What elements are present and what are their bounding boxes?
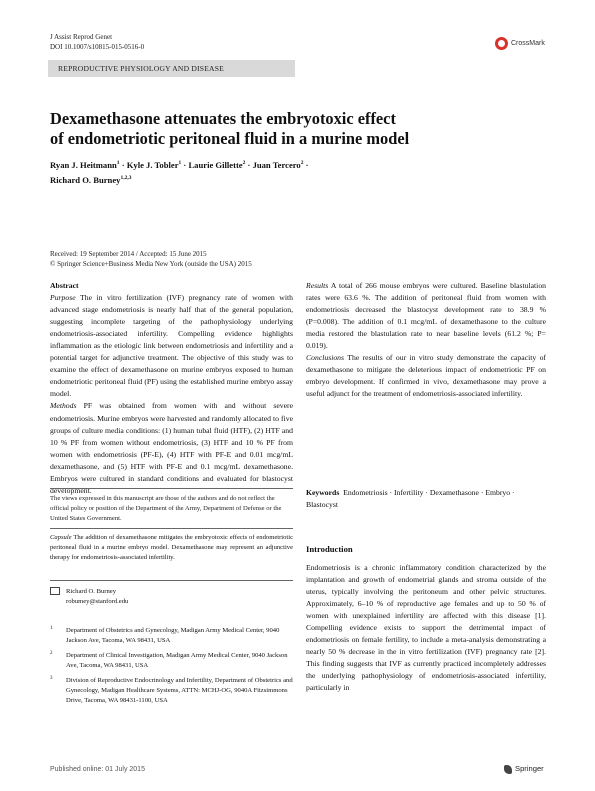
crossmark-icon xyxy=(495,37,508,50)
author-name: Kyle J. Tobler xyxy=(126,159,179,170)
affiliation-number: 2 xyxy=(50,651,53,656)
corresponding-author: Richard O. Burney xyxy=(66,588,116,595)
author-affil: 2 xyxy=(242,160,246,166)
methods-text: PF was obtained from women with and without severe endometriosis. Murine embryos were harvested and randomly allocated to five groups of culture media conditions: (1) human tubal fluid (HTF), (2) HTF and 10 % PF from women without endometriosis, (3) HTF and 10 % PF from women with endometriosis (PF-E), (4) HTF with PF-E and 0.01 mcg/mL dexamethasone, and (5) HTF with PF-E and 0.1 mcg/mL dexamethasone. Embryos were cultured in standard conditions and evaluated for blastocyst development. xyxy=(50,401,293,495)
divider xyxy=(50,580,293,581)
abstract-right xyxy=(306,280,546,400)
affiliation-text: Division of Reproductive Endocrinology and Infertility, Department of Obstetrics and Gynecology, Madigan Healthcare Systems, ATTN: MCHJ-OG, 9040A Fitzsimmons Drive, Tacoma, WA 98431-1100, USA xyxy=(66,677,293,704)
abstract-left xyxy=(50,280,293,497)
keywords-label: Keywords xyxy=(306,488,340,497)
doi: DOI 10.1007/s10815-015-0516-0 xyxy=(50,43,145,51)
author-sep: · xyxy=(119,159,127,170)
affiliation-text: Department of Clinical Investigation, Madigan Army Medical Center, 9040 Jackson Ave, Tacoma, WA 98431, USA xyxy=(66,652,288,669)
abstract-heading: Abstract xyxy=(50,281,79,290)
corresponding-email[interactable]: robumey@stanford.edu xyxy=(66,597,129,605)
author-name: Laurie Gillette xyxy=(188,159,243,170)
received-accepted: Received: 19 September 2014 / Accepted: 15 June 2015 xyxy=(50,250,207,258)
affiliation-number: 3 xyxy=(50,676,53,681)
affiliation-number: 1 xyxy=(50,626,53,631)
author-affil: 1 xyxy=(116,160,120,166)
divider xyxy=(50,528,293,529)
author-affil: 1 xyxy=(178,160,182,166)
intro-heading: Introduction xyxy=(306,544,353,554)
publisher-logo xyxy=(504,764,544,774)
title-line-2: of endometriotic peritoneal fluid in a murine model xyxy=(50,129,410,148)
purpose-text: The in vitro fertilization (IVF) pregnancy rate of women with advanced stage endometriosis is nearly half that of the general population, suggesting incomplete targeting of the pathophysiology underlying endometriosis-associated infertility. Compelling evidence highlights inflammation as the etiologic link between endometriosis and infertility and a potential target for adjunctive treatment. The objective of this study was to examine the effect of dexamethasone on murine embryos exposed to human endometriotic peritoneal fluid (PF) using the established murine embryo assay model. xyxy=(50,293,293,399)
results-label: Results xyxy=(306,281,329,290)
intro-text: Endometriosis is a chronic inflammatory condition characterized by the implantation and growth of endometrial glands and stroma outside of the uterus, typically involving the peritoneum and other pelvic structures. Approximately, 6–10 % of reproductive age females and up to 50 % of women with unexplained infertility are affected with this disease [1]. Compelling evidence exists to support the detrimental impact of endometriosis on female fertility, to include a meta-analysis demonstrating a nearly 50 % decrease in the in vitro fertilization (IVF) pregnancy rate [2]. This finding suggests that IVF as currently practiced incompletely addresses the underlying pathophysiology of endometriosis-associated infertility, particularly in xyxy=(306,563,546,693)
conclusions-label: Conclusions xyxy=(306,353,345,363)
envelope-icon xyxy=(50,587,60,595)
affiliation-3 xyxy=(50,676,293,705)
publisher-name: Springer xyxy=(515,764,544,773)
affiliation-2 xyxy=(50,651,293,671)
section-banner xyxy=(48,60,295,77)
published-online: Published online: 01 July 2015 xyxy=(50,766,145,773)
section-label: REPRODUCTIVE PHYSIOLOGY AND DISEASE xyxy=(58,64,224,73)
disclaimer: The views expressed in this manuscript are those of the authors and do not reflect the official policy or position of the Department of the Army, Department of Defense or the United States Government. xyxy=(50,495,282,522)
author-sep: · xyxy=(181,159,189,170)
author-list xyxy=(50,157,470,187)
capsule-text: The addition of dexamethasone mitigates the embryotoxic effects of endometriotic peritoneal fluid in a murine embryo model. Dexamethasone may represent an adjunctive therapy for endometriosis-associated infertility. xyxy=(50,534,293,561)
received-dates xyxy=(50,249,252,269)
capsule-label: Capsule xyxy=(50,534,72,541)
author-name: Richard O. Burney xyxy=(50,174,121,185)
purpose-label: Purpose xyxy=(50,293,76,303)
methods-label: Methods xyxy=(50,401,77,411)
divider xyxy=(50,488,293,489)
capsule xyxy=(50,533,293,562)
article-title xyxy=(50,109,470,149)
springer-horse-icon xyxy=(504,765,512,774)
author-sep: · xyxy=(303,159,309,170)
crossmark-label: CrossMark xyxy=(511,40,545,47)
conclusions-text: The results of our in vitro study demonstrate the capacity of dexamethasone to mitigate the deleterious impact of endometriotic PF on embryo development. If confirmed in vivo, dexamethasone may prove a useful adjunct for the treatment of endometriosis-associated infertility. xyxy=(306,353,546,399)
affiliation-1 xyxy=(50,626,293,646)
keywords-list: Endometriosis · Infertility · Dexamethasone · Embryo · Blastocyst xyxy=(306,488,515,509)
keywords xyxy=(306,487,546,511)
author-name: Juan Tercero xyxy=(252,159,301,170)
crossmark-badge[interactable] xyxy=(495,37,561,51)
results-text: A total of 266 mouse embryos were cultured. Baseline blastulation rates were 63.6 %. The addition of peritoneal fluid from women with endometriosis decreased the blastocyst development rate to 38.9 % (P=0.008). The addition of 0.1 mcg/mL of dexamethasone to the culture media restored the blastulation rate to near baseline levels (61.2 %; P= 0.019). xyxy=(306,281,547,351)
correspondence xyxy=(50,587,128,607)
author-affil: 1,2,3 xyxy=(120,174,132,181)
author-sep: · xyxy=(245,159,253,170)
affiliation-text: Department of Obstetrics and Gynecology, Madigan Army Medical Center, 9040 Jackson Ave, Tacoma, WA 98431, USA xyxy=(66,627,280,644)
copyright: © Springer Science+Business Media New York (outside the USA) 2015 xyxy=(50,260,252,268)
author-affil: 2 xyxy=(300,160,304,166)
title-line-1: Dexamethasone attenuates the embryotoxic effect xyxy=(50,109,396,128)
journal-name: J Assist Reprod Genet xyxy=(50,33,113,41)
author-name: Ryan J. Heitmann xyxy=(50,159,117,170)
